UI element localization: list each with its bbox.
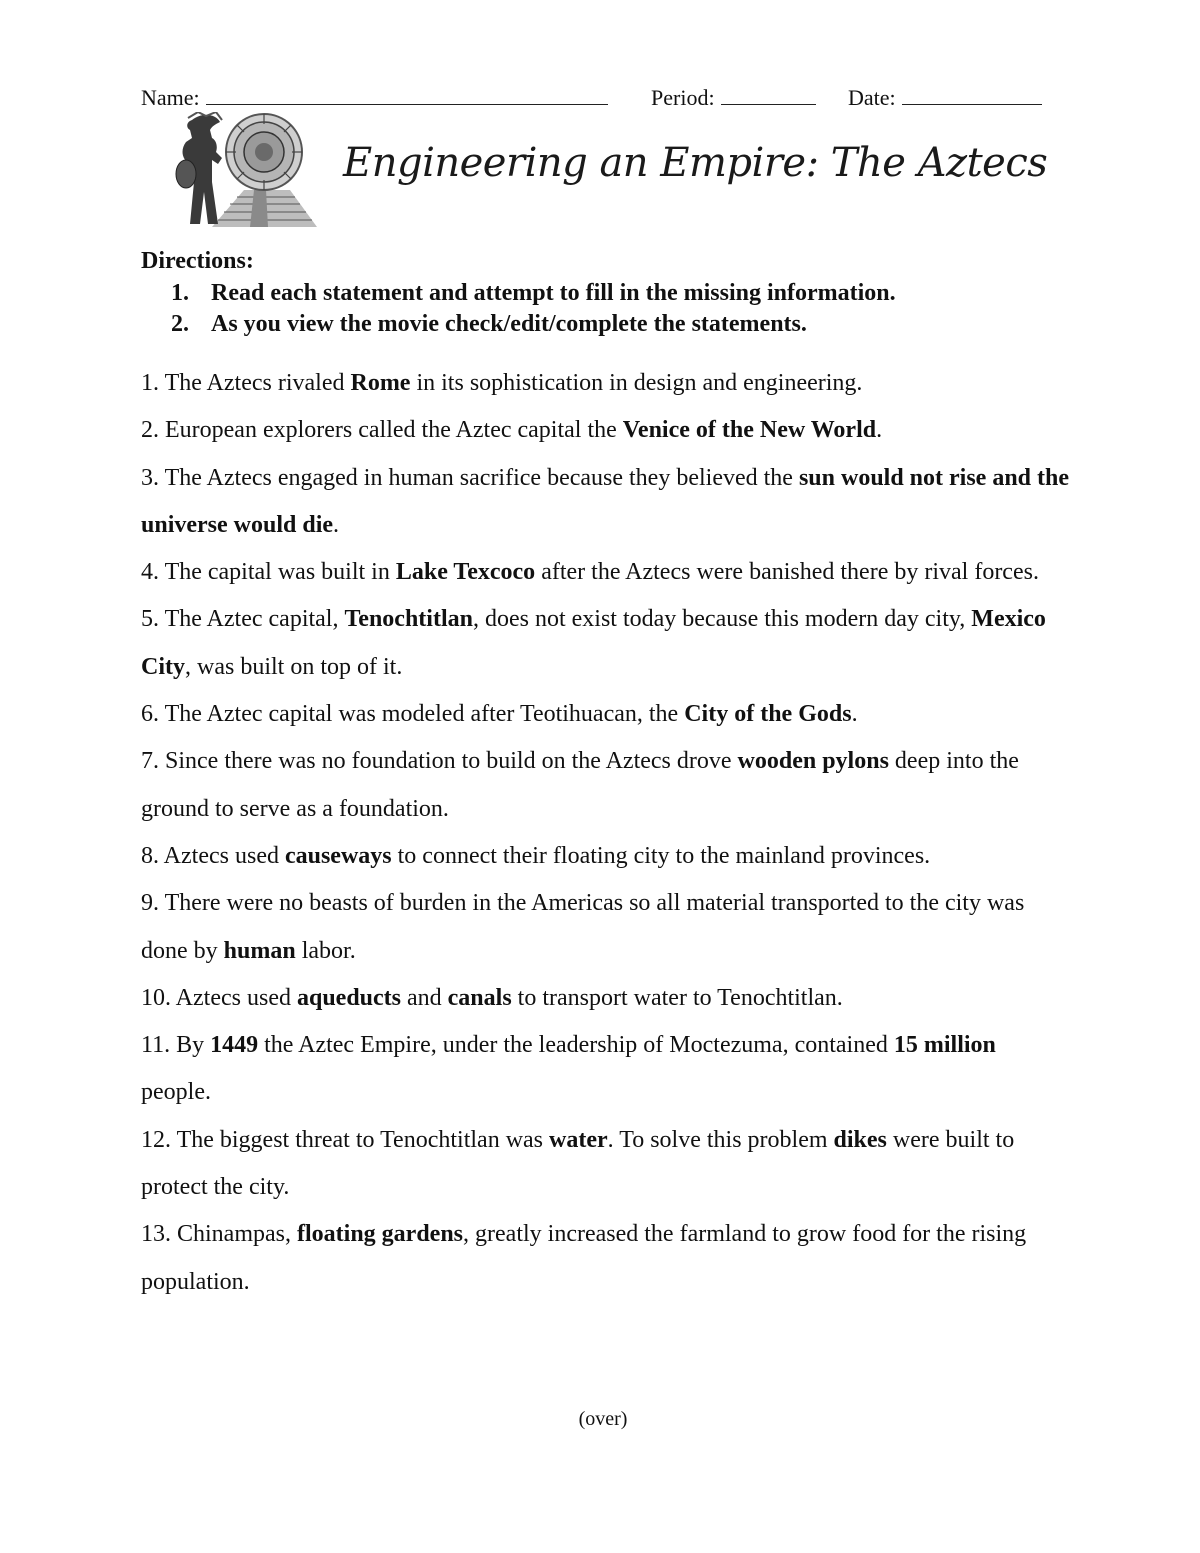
statement-answer: canals <box>447 984 512 1011</box>
statement-text: 6. The Aztec capital was modeled after Teotihuacan, the <box>141 701 685 728</box>
statement-text: , was built on top of it. <box>185 653 403 680</box>
name-label: Name: <box>141 85 200 110</box>
statement-item <box>141 691 1071 738</box>
statement-text: . <box>851 701 858 728</box>
statement-text: were built to protect the city. <box>141 1126 1015 1201</box>
statement-text: labor. <box>295 937 356 964</box>
statement-item <box>141 1211 1071 1306</box>
statement-answer: human <box>223 937 296 964</box>
statement-answer: 15 million <box>893 1032 996 1059</box>
statement-item <box>141 407 1071 454</box>
name-blank[interactable] <box>206 84 608 105</box>
aztec-warrior-and-sun-stone-icon <box>172 112 317 227</box>
statement-item <box>141 455 1071 550</box>
statement-answer: sun would not rise and the universe would die <box>141 464 1070 538</box>
statement-item <box>141 1117 1071 1212</box>
statement-item <box>141 738 1071 833</box>
statement-item <box>141 1022 1071 1117</box>
page-footer: (over) <box>578 1408 628 1430</box>
statement-text: to transport water to Tenochtitlan. <box>511 984 843 1011</box>
statement-answer: Tenochtitlan <box>344 606 473 633</box>
statement-text: 2. European explorers called the Aztec capital the <box>141 417 623 444</box>
statement-answer: Mexico City <box>141 606 1046 680</box>
statement-answer: water <box>549 1126 608 1153</box>
statement-answer: Venice of the New World <box>622 417 877 444</box>
statement-answer: aqueducts <box>296 984 401 1011</box>
statement-text: 11. By <box>141 1032 211 1059</box>
date-field <box>848 84 1042 111</box>
period-blank[interactable] <box>721 84 816 105</box>
statement-text: 4. The capital was built in <box>141 559 396 586</box>
statement-text: and <box>401 984 448 1011</box>
statement-text: 3. The Aztecs engaged in human sacrifice because they believed the <box>141 464 799 491</box>
date-label: Date: <box>848 85 896 110</box>
statement-text: to connect their floating city to the mainland provinces. <box>391 842 931 869</box>
statement-answer: Lake Texcoco <box>395 559 536 586</box>
statement-answer: Rome <box>350 370 411 396</box>
directions-list <box>171 278 896 340</box>
period-label: Period: <box>651 85 715 110</box>
name-field <box>141 84 608 111</box>
statement-text: . <box>876 417 883 444</box>
statement-answer: City of the Gods <box>684 701 852 728</box>
statement-answer: 1449 <box>210 1032 259 1059</box>
statement-text: 10. Aztecs used <box>141 984 297 1011</box>
statement-item <box>141 596 1071 691</box>
statement-text: 8. Aztecs used <box>141 842 285 869</box>
statement-answer: dikes <box>833 1126 887 1153</box>
statement-text: the Aztec Empire, under the leadership of Moctezuma, contained <box>258 1032 894 1059</box>
statement-list <box>141 360 1071 1306</box>
statement-text: . To solve this problem <box>607 1126 834 1153</box>
statement-text: , does not exist today because this modern day city, <box>472 606 972 633</box>
page-title: Engineering an Empire: The Aztecs <box>343 140 1048 186</box>
statement-item <box>141 360 1071 407</box>
period-field <box>651 84 816 111</box>
statement-text: 7. Since there was no foundation to build on the Aztecs drove <box>141 748 738 775</box>
directions-heading: Directions: <box>141 248 254 274</box>
direction-item: 1. Read each statement and attempt to fill in the missing information. <box>171 280 896 306</box>
statement-text: 9. There were no beasts of burden in the Americas so all material transported to the city was done by <box>141 890 1025 964</box>
statement-text: in its sophistication in design and engineering. <box>410 370 863 396</box>
statement-text: 1. The Aztecs rivaled <box>141 370 351 396</box>
statement-answer: floating gardens <box>297 1221 464 1248</box>
statement-answer: causeways <box>284 842 392 869</box>
statement-item <box>141 833 1071 880</box>
statement-text: , greatly increased the farmland to grow food for the rising population. <box>141 1221 1027 1295</box>
statement-text: 5. The Aztec capital, <box>141 606 345 633</box>
statement-item <box>141 880 1071 975</box>
statement-text: 13. Chinampas, <box>141 1221 297 1248</box>
direction-item: 2. As you view the movie check/edit/complete the statements. <box>171 311 807 337</box>
date-blank[interactable] <box>902 84 1042 105</box>
statement-text: after the Aztecs were banished there by rival forces. <box>535 559 1039 586</box>
statement-item <box>141 975 1071 1022</box>
statement-text: people. <box>141 1079 211 1106</box>
statement-text: . <box>333 511 340 538</box>
statement-answer: wooden pylons <box>737 748 889 775</box>
statement-item <box>141 549 1071 596</box>
statement-text: 12. The biggest threat to Tenochtitlan was <box>141 1126 550 1153</box>
statement-text: deep into the ground to serve as a foundation. <box>141 748 1019 822</box>
